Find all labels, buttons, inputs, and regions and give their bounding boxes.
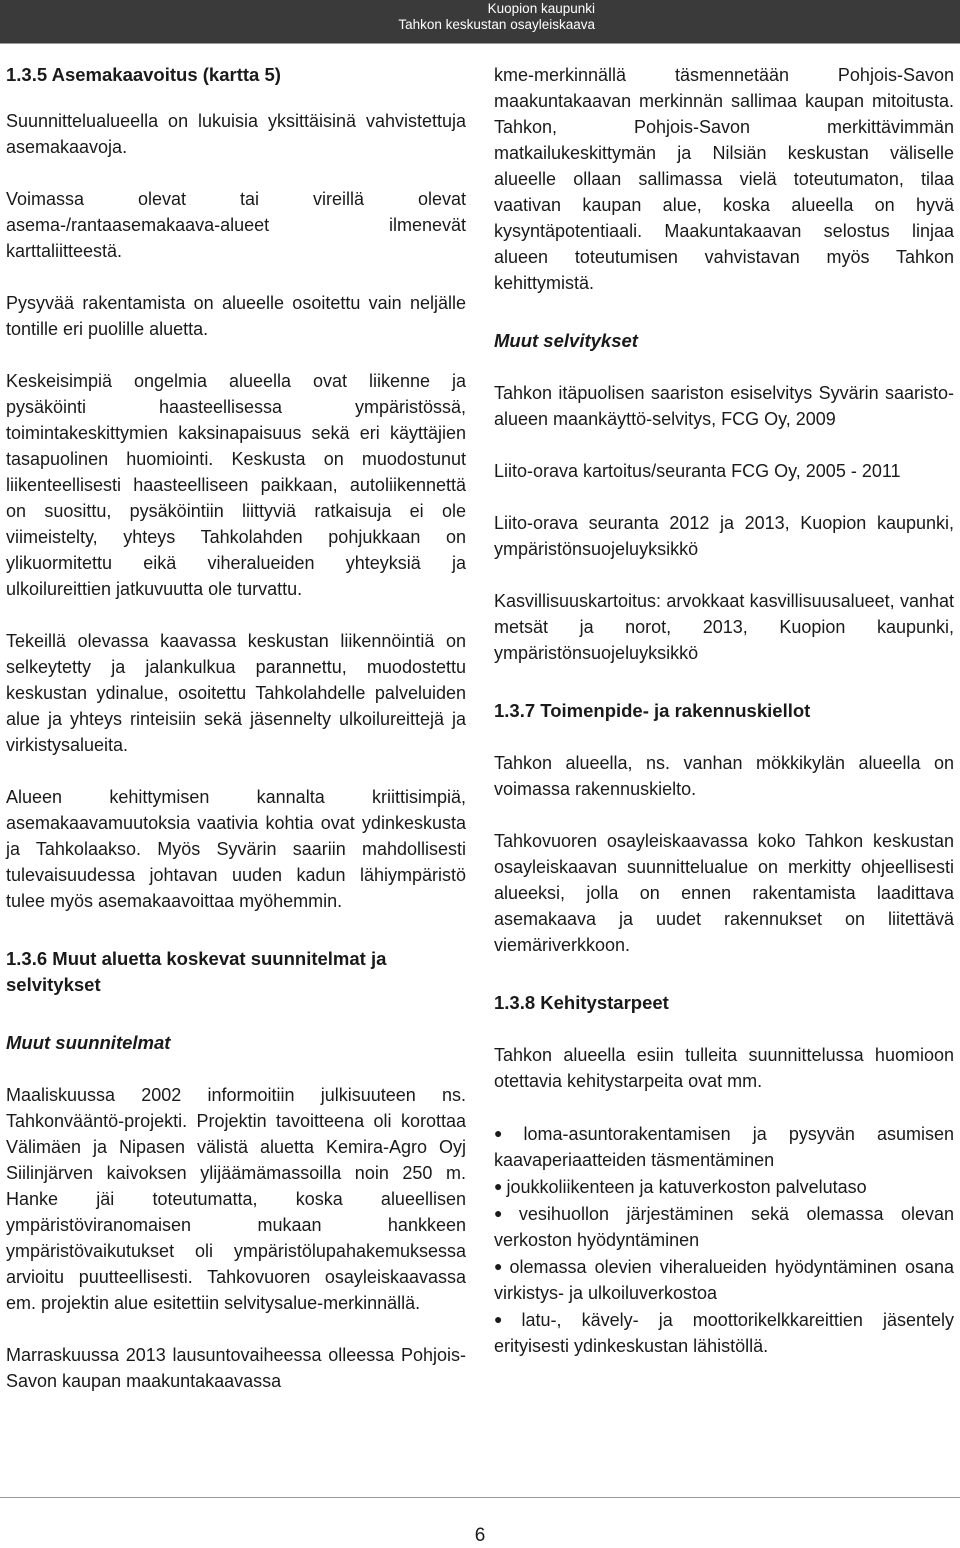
bullet-icon: ● [494, 1205, 515, 1221]
page-header [0, 0, 960, 43]
list-item: ● latu-, kävely- ja moottorikelkkareittien jäsentely erityisesti ydinkeskustan lähistöllä. [494, 1310, 954, 1356]
study-entry: Liito-orava seuranta 2012 ja 2013, Kuopion kaupunki, ympäristönsuojeluyksikkö [494, 513, 954, 559]
paragraph: Tahkon alueella, ns. vanhan mökkikylän alueella on voimassa rakennuskielto. [494, 753, 954, 799]
paragraph: Keskeisimpiä ongelmia alueella ovat liikenne ja pysäköinti haasteellisessa ympäristössä, toimintakeskittymien kaksinapaisuus sekä eri käyttäjien tasapuolinen huomiointi. Keskusta on muodostunut liikenteellisesti haasteelliseen paikkaan, autoliikennettä on suosittu, pysäköintiin liittyviä ratkaisuja ei ole viimeistelty, yhteys Tahkolahden pohjukkaan on ylikuormitettu eikä viheralueiden yhteyksiä ja ulkoilureittien jatkuvuutta ole turvattu. [6, 371, 466, 599]
paragraph: Pysyvää rakentamista on alueelle osoitettu vain neljälle tontille eri puolille aluetta. [6, 293, 466, 339]
right-column [494, 62, 954, 1359]
section-heading-1-3-6: 1.3.6 Muut aluetta koskevat suunnitelmat ja selvitykset [6, 948, 387, 995]
bullet-icon: ● [494, 1311, 518, 1327]
subheading-other-plans: Muut suunnitelmat [6, 1032, 171, 1053]
study-entry: Kasvillisuuskartoitus: arvokkaat kasvillisuusalueet, vanhat metsät ja norot, 2013, Kuopion kaupunki, ympäristönsuojeluyksikkö [494, 591, 954, 663]
section-heading-1-3-8: 1.3.8 Kehitystarpeet [494, 992, 669, 1013]
bullet-icon: ● [494, 1258, 506, 1274]
list-item: ● joukkoliikenteen ja katuverkoston palvelutaso [494, 1177, 867, 1197]
bullet-icon: ● [494, 1178, 503, 1194]
development-needs-list [494, 1120, 954, 1359]
paragraph: Tekeillä olevassa kaavassa keskustan liikennöintiä on selkeytetty ja jalankulkua parannettu, muodostettu keskustan ydinalue, osoitettu Tahkolahdelle palveluiden alue ja yhteys rinteisiin sekä jäsennelty ulkoilureittejä ja virkistysalueita. [6, 631, 466, 755]
paragraph: Voimassa olevat tai vireillä olevat asema-/rantaasemakaava-alueet ilmenevät karttaliitteestä. [6, 189, 466, 261]
paragraph: Alueen kehittymisen kannalta kriittisimpiä, asemakaavamuutoksia vaativia kohtia ovat ydinkeskusta ja Tahkolaakso. Myös Syvärin saariin mahdollisesti tulevaisuudessa johtavan uuden kadun lähiympäristö tulee myös asemakaavoittaa myöhemmin. [6, 787, 466, 911]
paragraph: kme-merkinnällä täsmennetään Pohjois-Savon maakuntakaavan merkinnän sallimaa kaupan mitoitusta. Tahkon, Pohjois-Savon merkittävimmän matkailukeskittymän ja Nilsiän keskustan väliselle alueelle ollaan sallimassa vielä toteutumaton, tilaa vaativan kaupan alue, koska alueella on hyvä kysyntäpotentiaali. Maakuntakaavan selostus linjaa alueen toteutumisen vahvistavan myös Tahkon kehittymistä. [494, 65, 954, 293]
paragraph: Marraskuussa 2013 lausuntovaiheessa olleessa Pohjois-Savon kaupan maakuntakaavassa [6, 1345, 466, 1391]
list-item: ● loma-asuntorakentamisen ja pysyvän asumisen kaavaperiaatteiden täsmentäminen [494, 1124, 954, 1170]
paragraph: Tahkovuoren osayleiskaavassa koko Tahkon keskustan osayleiskaavan suunnittelualue on merkitty ohjeellisesti alueeksi, jolla on ennen rakentamista laadittava asemakaava ja uudet rakennukset on liitettävä viemäriverkkoon. [494, 831, 954, 955]
page-number: 6 [474, 1525, 486, 1546]
footer-divider [0, 1497, 960, 1498]
header-project-title: Tahkon keskustan osayleiskaava [398, 17, 595, 32]
header-organization: Kuopion kaupunki [487, 1, 595, 16]
section-heading-1-3-7: 1.3.7 Toimenpide- ja rakennuskiellot [494, 700, 811, 721]
paragraph: Suunnittelualueella on lukuisia yksittäisinä vahvistettuja asemakaavoja. [6, 111, 466, 157]
study-entry: Liito-orava kartoitus/seuranta FCG Oy, 2005 - 2011 [494, 461, 901, 481]
study-entry: Tahkon itäpuolisen saariston esiselvitys Syvärin saaristo-alueen maankäyttö-selvitys, FCG Oy, 2009 [494, 383, 954, 429]
section-heading-1-3-5: 1.3.5 Asemakaavoitus (kartta 5) [6, 64, 281, 85]
bullet-icon: ● [494, 1125, 520, 1141]
header-divider [0, 43, 960, 44]
list-item: ● vesihuollon järjestäminen sekä olemassa olevan verkoston hyödyntäminen [494, 1204, 954, 1250]
paragraph: Tahkon alueella esiin tulleita suunnittelussa huomioon otettavia kehitystarpeita ovat mm. [494, 1045, 954, 1091]
left-column [6, 62, 466, 1394]
paragraph: Maaliskuussa 2002 informoitiin julkisuuteen ns. Tahkonvääntö-projekti. Projektin tavoitteena oli korottaa Välimäen ja Nipasen välistä aluetta Kemira-Agro Oyj Siilinjärven kaivoksen ylijäämämassoilla noin 250 m. Hanke jäi toteutumatta, koska alueellisen ympäristöviranomaisen mukaan hankkeen ympäristövaikutukset oli ympäristölupahakemuksessa arvioitu puutteellisesti. Tahkovuoren osayleiskaavassa em. projektin alue esitettiin selvitysalue-merkinnällä. [6, 1085, 466, 1313]
list-item: ● olemassa olevien viheralueiden hyödyntäminen osana virkistys- ja ulkoiluverkostoa [494, 1257, 954, 1303]
subheading-other-studies: Muut selvitykset [494, 330, 638, 351]
